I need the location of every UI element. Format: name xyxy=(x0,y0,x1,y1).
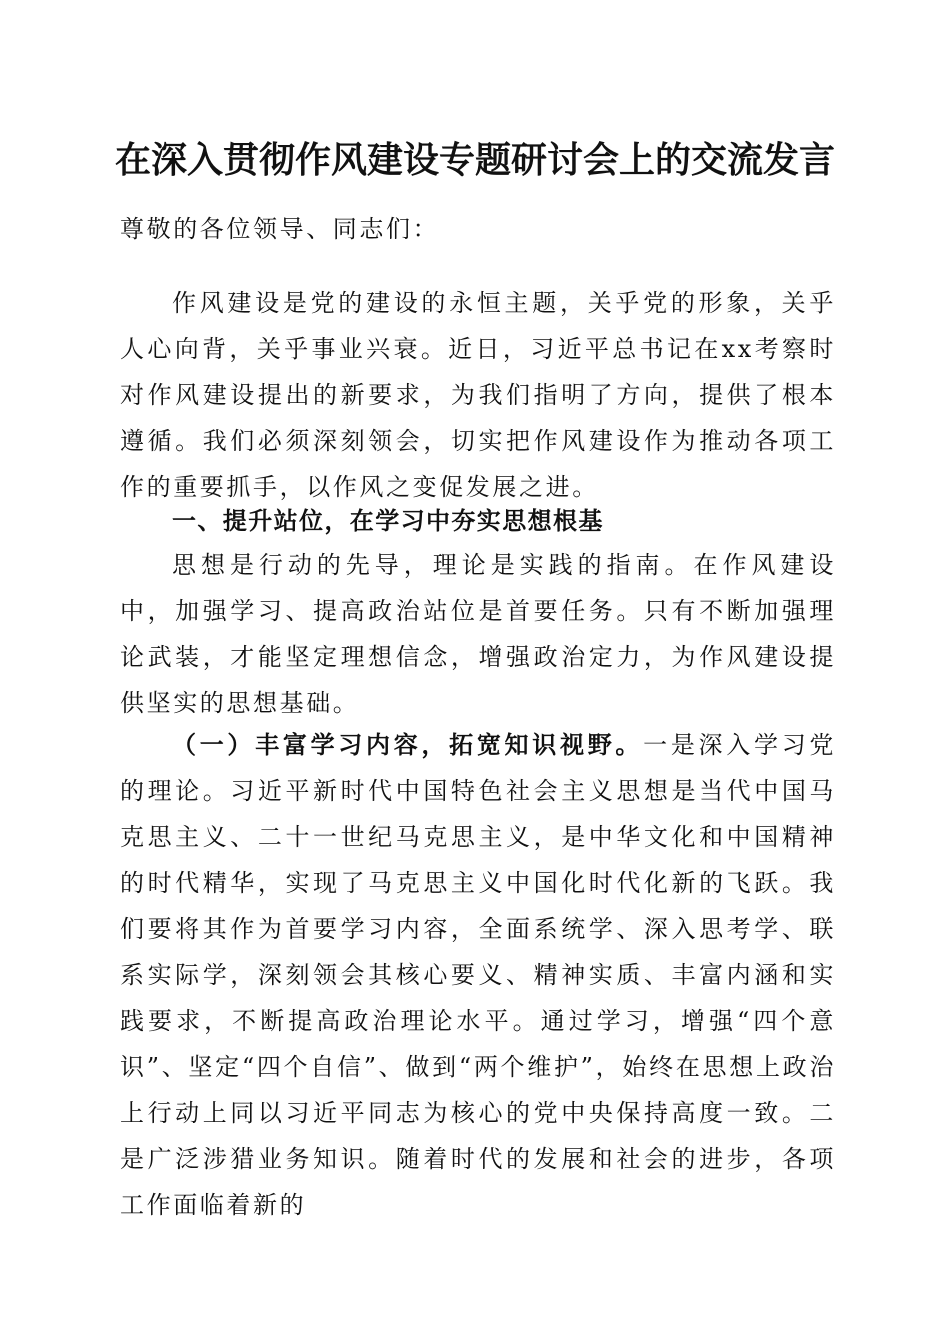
paragraph-intro: 作风建设是党的建设的永恒主题，关乎党的形象，关乎人心向背，关乎事业兴衰。近日，习近平总书记在xx考察时对作风建设提出的新要求，为我们指明了方向，提供了根本遵循。我们必须深刻领会，切实把作风建设作为推动各项工作的重要抓手，以作风之变促发展之进。 xyxy=(120,289,836,501)
section-heading-1: 一、提升站位，在学习中夯实思想根基 xyxy=(172,507,604,535)
subsection-1-lead: （一）丰富学习内容，拓宽知识视野。 xyxy=(172,730,644,759)
document-title: 在深入贯彻作风建设专题研讨会上的交流发言 xyxy=(114,139,835,181)
paragraph-subsection-1 xyxy=(120,722,836,1228)
paragraph-section-1: 思想是行动的先导，理论是实践的指南。在作风建设中，加强学习、提高政治站位是首要任务。只有不断加强理论武装，才能坚定理想信念，增强政治定力，为作风建设提供坚实的思想基础。 xyxy=(120,551,836,717)
salutation: 尊敬的各位领导、同志们： xyxy=(120,215,440,243)
subsection-1-body: 一是深入学习党的理论。习近平新时代中国特色社会主义思想是当代中国马克思主义、二十一世纪马克思主义，是中华文化和中国精神的时代精华，实现了马克思主义中国化时代化新的飞跃。我们要将其作为首要学习内容，全面系统学、深入思考学、联系实际学，深刻领会其核心要义、精神实质、丰富内涵和实践要求，不断提高政治理论水平。通过学习，增强“四个意识”、坚定“四个自信”、做到“两个维护”，始终在思想上政治上行动上同以习近平同志为核心的党中央保持高度一致。二是广泛涉猎业务知识。随着时代的发展和社会的进步，各项工作面临着新的 xyxy=(120,731,837,1219)
